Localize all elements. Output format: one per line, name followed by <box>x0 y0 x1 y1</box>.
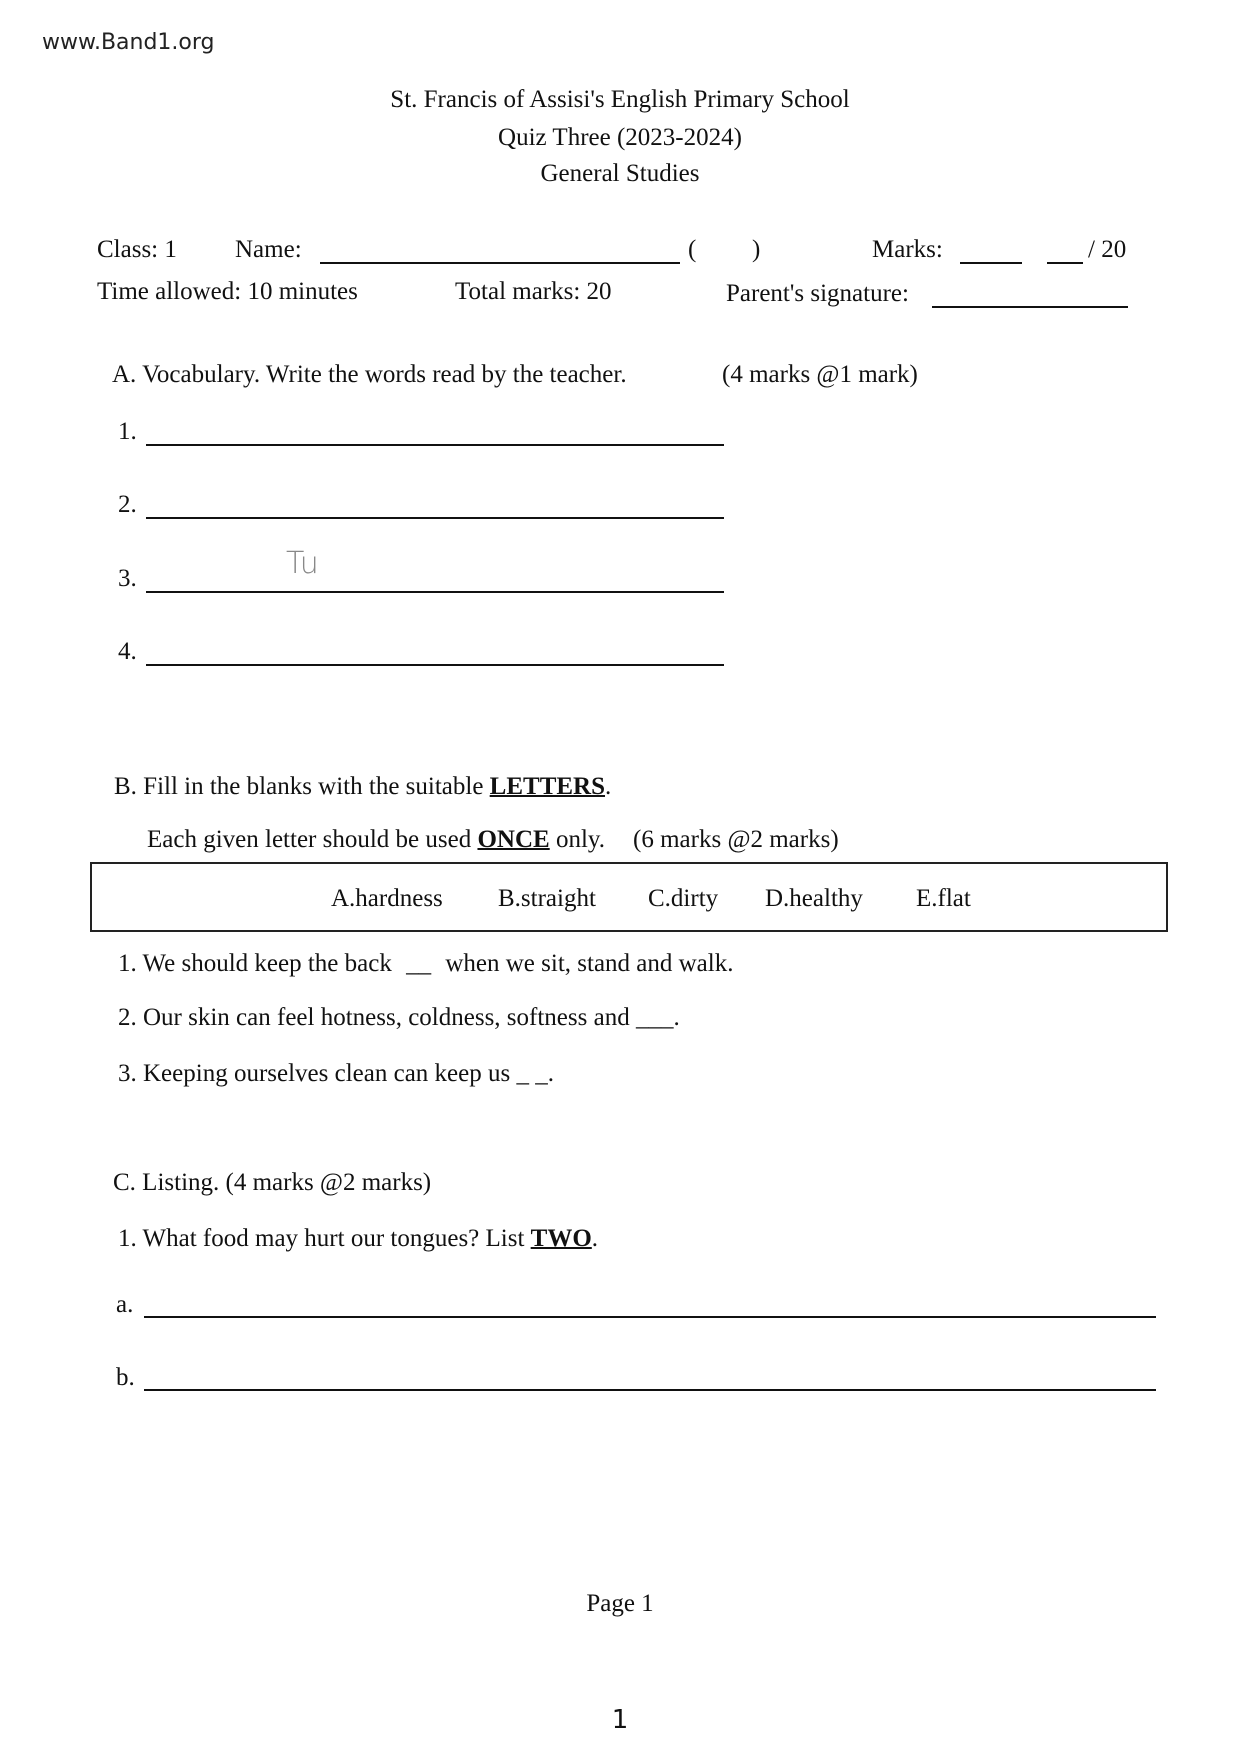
option-c: C.dirty <box>648 885 719 912</box>
heading-emphasis: LETTERS <box>489 773 606 800</box>
instruction-text: Each given letter should be used <box>147 826 478 853</box>
section-b-heading <box>114 773 611 801</box>
question-text: 2. Our skin can feel hotness, coldness, softness and <box>118 1004 630 1031</box>
instruction-end: only. <box>549 826 606 853</box>
class-label: Class: 1 <box>97 236 177 263</box>
question-b1 <box>118 950 733 978</box>
question-text: 1. What food may hurt our tongues? List <box>118 1225 531 1252</box>
option-a: A.hardness <box>331 885 443 912</box>
list-answer-a[interactable] <box>144 1316 1156 1318</box>
answer-blank[interactable]: __ <box>406 950 432 977</box>
parent-signature-field[interactable] <box>932 306 1128 308</box>
question-text-end: . <box>547 1060 554 1087</box>
class-number-close: ) <box>752 236 761 263</box>
question-b2 <box>118 1004 680 1032</box>
heading-end: . <box>605 773 612 800</box>
vocab-item-3-number: 3. <box>118 565 137 592</box>
vocab-item-2-number: 2. <box>118 491 137 518</box>
marks-field[interactable] <box>960 262 1022 264</box>
subject-title: General Studies <box>540 160 700 187</box>
list-answer-b[interactable] <box>144 1389 1156 1391</box>
class-number-open: ( <box>688 236 697 263</box>
vocab-answer-2[interactable] <box>146 517 724 519</box>
watermark: www.Band1.org <box>42 30 215 55</box>
vocab-item-1-number: 1. <box>118 418 137 445</box>
option-b: B.straight <box>498 885 596 912</box>
quiz-title: Quiz Three (2023-2024) <box>498 124 742 151</box>
option-d: D.healthy <box>765 885 863 912</box>
question-text: 1. We should keep the back <box>118 950 392 977</box>
question-text: 3. Keeping ourselves clean can keep us <box>118 1060 511 1087</box>
section-b-marks: (6 marks @2 marks) <box>633 826 839 853</box>
instruction-emphasis: ONCE <box>477 826 550 853</box>
name-label: Name: <box>235 236 302 263</box>
vocab-item-4-number: 4. <box>118 638 137 665</box>
page-number: 1 <box>611 1705 629 1735</box>
heading-text: B. Fill in the blanks with the suitable <box>114 773 490 800</box>
section-a-heading: A. Vocabulary. Write the words read by the teacher. <box>112 361 627 388</box>
list-item-b-label: b. <box>116 1364 135 1391</box>
answer-blank[interactable]: _ _ <box>516 1060 548 1087</box>
question-text-end: when we sit, stand and walk. <box>445 950 734 977</box>
question-b3 <box>118 1060 554 1088</box>
question-text-end: . <box>591 1225 599 1252</box>
total-marks: Total marks: 20 <box>455 278 612 305</box>
option-e: E.flat <box>916 885 971 912</box>
word-bank-box <box>90 862 1168 932</box>
section-c-heading: C. Listing. (4 marks @2 marks) <box>113 1169 432 1196</box>
list-item-a-label: a. <box>116 1291 134 1318</box>
question-c1 <box>118 1225 598 1253</box>
answer-blank[interactable]: ___ <box>635 1004 674 1031</box>
question-text-end: . <box>673 1004 680 1031</box>
parent-signature-label: Parent's signature: <box>726 280 909 307</box>
vocab-answer-3[interactable] <box>146 591 724 593</box>
question-emphasis: TWO <box>530 1225 592 1252</box>
page-label: Page 1 <box>586 1590 654 1617</box>
marks-total: / 20 <box>1088 236 1127 263</box>
section-b-instruction <box>147 826 839 854</box>
school-name: St. Francis of Assisi's English Primary School <box>390 86 850 113</box>
vocab-answer-1[interactable] <box>146 444 724 446</box>
vocab-answer-4[interactable] <box>146 664 724 666</box>
marks-label: Marks: <box>872 236 943 263</box>
section-a-marks: (4 marks @1 mark) <box>722 361 918 388</box>
marks-field-2[interactable] <box>1047 262 1083 264</box>
name-field[interactable] <box>320 262 680 264</box>
time-allowed: Time allowed: 10 minutes <box>97 278 358 305</box>
handwritten-answer: Tu <box>286 546 319 581</box>
